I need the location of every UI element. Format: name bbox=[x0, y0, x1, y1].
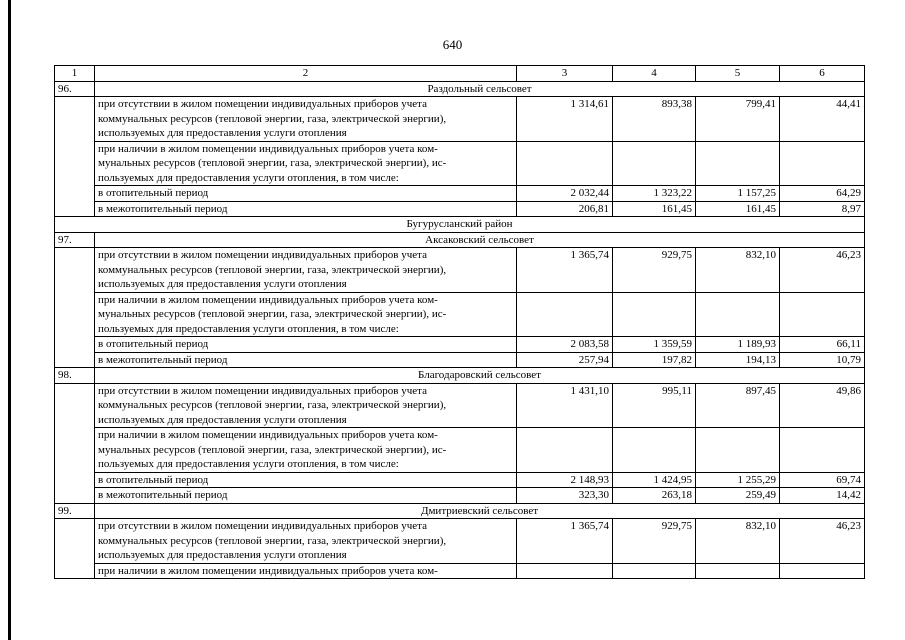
empty-cell bbox=[517, 428, 613, 473]
empty-cell bbox=[696, 141, 780, 186]
text-line: коммунальных ресурсов (тепловой энергии, газа, электрической энергии), bbox=[98, 112, 447, 125]
text-line: используемых для предоставления услуги отопления bbox=[98, 278, 347, 290]
empty-cell bbox=[613, 428, 696, 473]
text-line: при отсутствии в жилом помещении индивидуальных приборов учета bbox=[98, 249, 427, 261]
value-cell: 206,81 bbox=[517, 201, 613, 217]
empty-cell bbox=[613, 141, 696, 186]
number-spacer-cell bbox=[55, 97, 95, 217]
empty-cell bbox=[780, 563, 865, 579]
empty-cell bbox=[517, 141, 613, 186]
page-number: 640 bbox=[442, 37, 463, 52]
value-cell: 1 255,29 bbox=[696, 472, 780, 488]
section-title: Раздольный сельсовет bbox=[95, 81, 865, 97]
value-cell: 832,10 bbox=[696, 248, 780, 293]
with-meter-text bbox=[95, 563, 517, 579]
number-spacer-cell bbox=[55, 383, 95, 503]
text-line: коммунальных ресурсов (тепловой энергии, газа, электрической энергии), bbox=[98, 263, 447, 276]
text-line: при отсутствии в жилом помещении индивидуальных приборов учета bbox=[98, 98, 427, 110]
empty-cell bbox=[613, 563, 696, 579]
text-line: используемых для предоставления услуги отопления bbox=[98, 549, 347, 561]
heating-period-row bbox=[55, 186, 865, 202]
value-cell: 10,79 bbox=[780, 352, 865, 368]
value-cell: 1 431,10 bbox=[517, 383, 613, 428]
no-meter-row bbox=[55, 248, 865, 293]
value-cell: 1 323,22 bbox=[613, 186, 696, 202]
empty-cell bbox=[517, 563, 613, 579]
section-number: 97. bbox=[55, 232, 95, 248]
value-cell: 66,11 bbox=[780, 337, 865, 353]
text-line: коммунальных ресурсов (тепловой энергии, газа, электрической энергии), bbox=[98, 534, 447, 547]
text-line: мунальных ресурсов (тепловой энергии, газа, электрической энергии), ис- bbox=[98, 443, 447, 456]
period-label: в отопительный период bbox=[95, 472, 517, 488]
value-cell: 49,86 bbox=[780, 383, 865, 428]
value-cell: 44,41 bbox=[780, 97, 865, 142]
empty-cell bbox=[780, 428, 865, 473]
header-cell: 6 bbox=[780, 66, 865, 82]
section-title: Благодаровский сельсовет bbox=[95, 368, 865, 384]
empty-cell bbox=[517, 292, 613, 337]
value-cell: 197,82 bbox=[613, 352, 696, 368]
value-cell: 995,11 bbox=[613, 383, 696, 428]
with-meter-row bbox=[55, 141, 865, 186]
value-cell: 323,30 bbox=[517, 488, 613, 504]
section-number: 99. bbox=[55, 503, 95, 519]
value-cell: 2 148,93 bbox=[517, 472, 613, 488]
with-meter-text bbox=[95, 141, 517, 186]
district-title: Бугурусланский район bbox=[55, 217, 865, 233]
value-cell: 1 189,93 bbox=[696, 337, 780, 353]
period-label: в межотопительный период bbox=[95, 352, 517, 368]
value-cell: 8,97 bbox=[780, 201, 865, 217]
text-line: при наличии в жилом помещении индивидуальных приборов учета ком- bbox=[98, 429, 438, 441]
value-cell: 64,29 bbox=[780, 186, 865, 202]
section-number: 98. bbox=[55, 368, 95, 384]
with-meter-text bbox=[95, 292, 517, 337]
value-cell: 46,23 bbox=[780, 519, 865, 564]
value-cell: 929,75 bbox=[613, 248, 696, 293]
text-line: пользуемых для предоставления услуги отопления, в том числе: bbox=[98, 322, 399, 335]
value-cell: 1 365,74 bbox=[517, 248, 613, 293]
period-label: в отопительный период bbox=[95, 186, 517, 202]
tariff-table bbox=[54, 65, 865, 579]
empty-cell bbox=[696, 292, 780, 337]
section-title-row bbox=[55, 368, 865, 384]
text-line: мунальных ресурсов (тепловой энергии, газа, электрической энергии), ис- bbox=[98, 308, 447, 320]
heating-period-row bbox=[55, 337, 865, 353]
period-label: в межотопительный период bbox=[95, 201, 517, 217]
value-cell: 2 032,44 bbox=[517, 186, 613, 202]
text-line: пользуемых для предоставления услуги отопления, в том числе: bbox=[98, 171, 399, 184]
text-line: пользуемых для предоставления услуги отопления, в том числе: bbox=[98, 458, 399, 470]
header-cell: 3 bbox=[517, 66, 613, 82]
no-meter-text bbox=[95, 248, 517, 293]
text-line: коммунальных ресурсов (тепловой энергии, газа, электрической энергии), bbox=[98, 399, 447, 411]
no-meter-row bbox=[55, 97, 865, 142]
text-line: при отсутствии в жилом помещении индивидуальных приборов учета bbox=[98, 384, 427, 397]
value-cell: 194,13 bbox=[696, 352, 780, 368]
no-meter-text bbox=[95, 519, 517, 564]
with-meter-text bbox=[95, 428, 517, 473]
text-line: используемых для предоставления услуги отопления bbox=[98, 413, 347, 426]
value-cell: 161,45 bbox=[696, 201, 780, 217]
value-cell: 259,49 bbox=[696, 488, 780, 504]
section-title-row bbox=[55, 503, 865, 519]
section-number: 96. bbox=[55, 81, 95, 97]
value-cell: 799,41 bbox=[696, 97, 780, 142]
value-cell: 929,75 bbox=[613, 519, 696, 564]
no-meter-text bbox=[95, 383, 517, 428]
text-line: при отсутствии в жилом помещении индивидуальных приборов учета bbox=[98, 520, 427, 532]
period-label: в межотопительный период bbox=[95, 488, 517, 504]
heating-period-row bbox=[55, 472, 865, 488]
district-row bbox=[55, 217, 865, 233]
text-line: при наличии в жилом помещении индивидуальных приборов учета ком- bbox=[98, 564, 438, 577]
header-cell: 1 bbox=[55, 66, 95, 82]
header-cell: 5 bbox=[696, 66, 780, 82]
off-season-row bbox=[55, 488, 865, 504]
no-meter-row bbox=[55, 383, 865, 428]
section-title: Аксаковский сельсовет bbox=[95, 232, 865, 248]
value-cell: 2 083,58 bbox=[517, 337, 613, 353]
with-meter-row bbox=[55, 428, 865, 473]
empty-cell bbox=[696, 428, 780, 473]
tariff-table-body bbox=[55, 66, 865, 579]
header-cell: 4 bbox=[613, 66, 696, 82]
text-line: при наличии в жилом помещении индивидуальных приборов учета ком- bbox=[98, 142, 438, 155]
value-cell: 1 314,61 bbox=[517, 97, 613, 142]
empty-cell bbox=[780, 292, 865, 337]
no-meter-text bbox=[95, 97, 517, 142]
value-cell: 161,45 bbox=[613, 201, 696, 217]
value-cell: 257,94 bbox=[517, 352, 613, 368]
text-line: при наличии в жилом помещении индивидуальных приборов учета ком- bbox=[98, 293, 438, 306]
value-cell: 897,45 bbox=[696, 383, 780, 428]
header-row bbox=[55, 66, 865, 82]
number-spacer-cell bbox=[55, 248, 95, 368]
empty-cell bbox=[613, 292, 696, 337]
number-spacer-cell bbox=[55, 519, 95, 579]
with-meter-row bbox=[55, 563, 865, 579]
section-title-row bbox=[55, 232, 865, 248]
with-meter-row bbox=[55, 292, 865, 337]
header-cell: 2 bbox=[95, 66, 517, 82]
value-cell: 1 424,95 bbox=[613, 472, 696, 488]
text-line: используемых для предоставления услуги отопления bbox=[98, 127, 347, 139]
section-title-row bbox=[55, 81, 865, 97]
value-cell: 1 365,74 bbox=[517, 519, 613, 564]
section-title: Дмитриевский сельсовет bbox=[95, 503, 865, 519]
value-cell: 893,38 bbox=[613, 97, 696, 142]
value-cell: 832,10 bbox=[696, 519, 780, 564]
off-season-row bbox=[55, 201, 865, 217]
text-line: мунальных ресурсов (тепловой энергии, газа, электрической энергии), ис- bbox=[98, 157, 447, 169]
empty-cell bbox=[696, 563, 780, 579]
empty-cell bbox=[780, 141, 865, 186]
value-cell: 1 157,25 bbox=[696, 186, 780, 202]
value-cell: 46,23 bbox=[780, 248, 865, 293]
period-label: в отопительный период bbox=[95, 337, 517, 353]
value-cell: 263,18 bbox=[613, 488, 696, 504]
off-season-row bbox=[55, 352, 865, 368]
no-meter-row bbox=[55, 519, 865, 564]
left-margin-rule bbox=[8, 0, 11, 640]
value-cell: 69,74 bbox=[780, 472, 865, 488]
value-cell: 1 359,59 bbox=[613, 337, 696, 353]
value-cell: 14,42 bbox=[780, 488, 865, 504]
